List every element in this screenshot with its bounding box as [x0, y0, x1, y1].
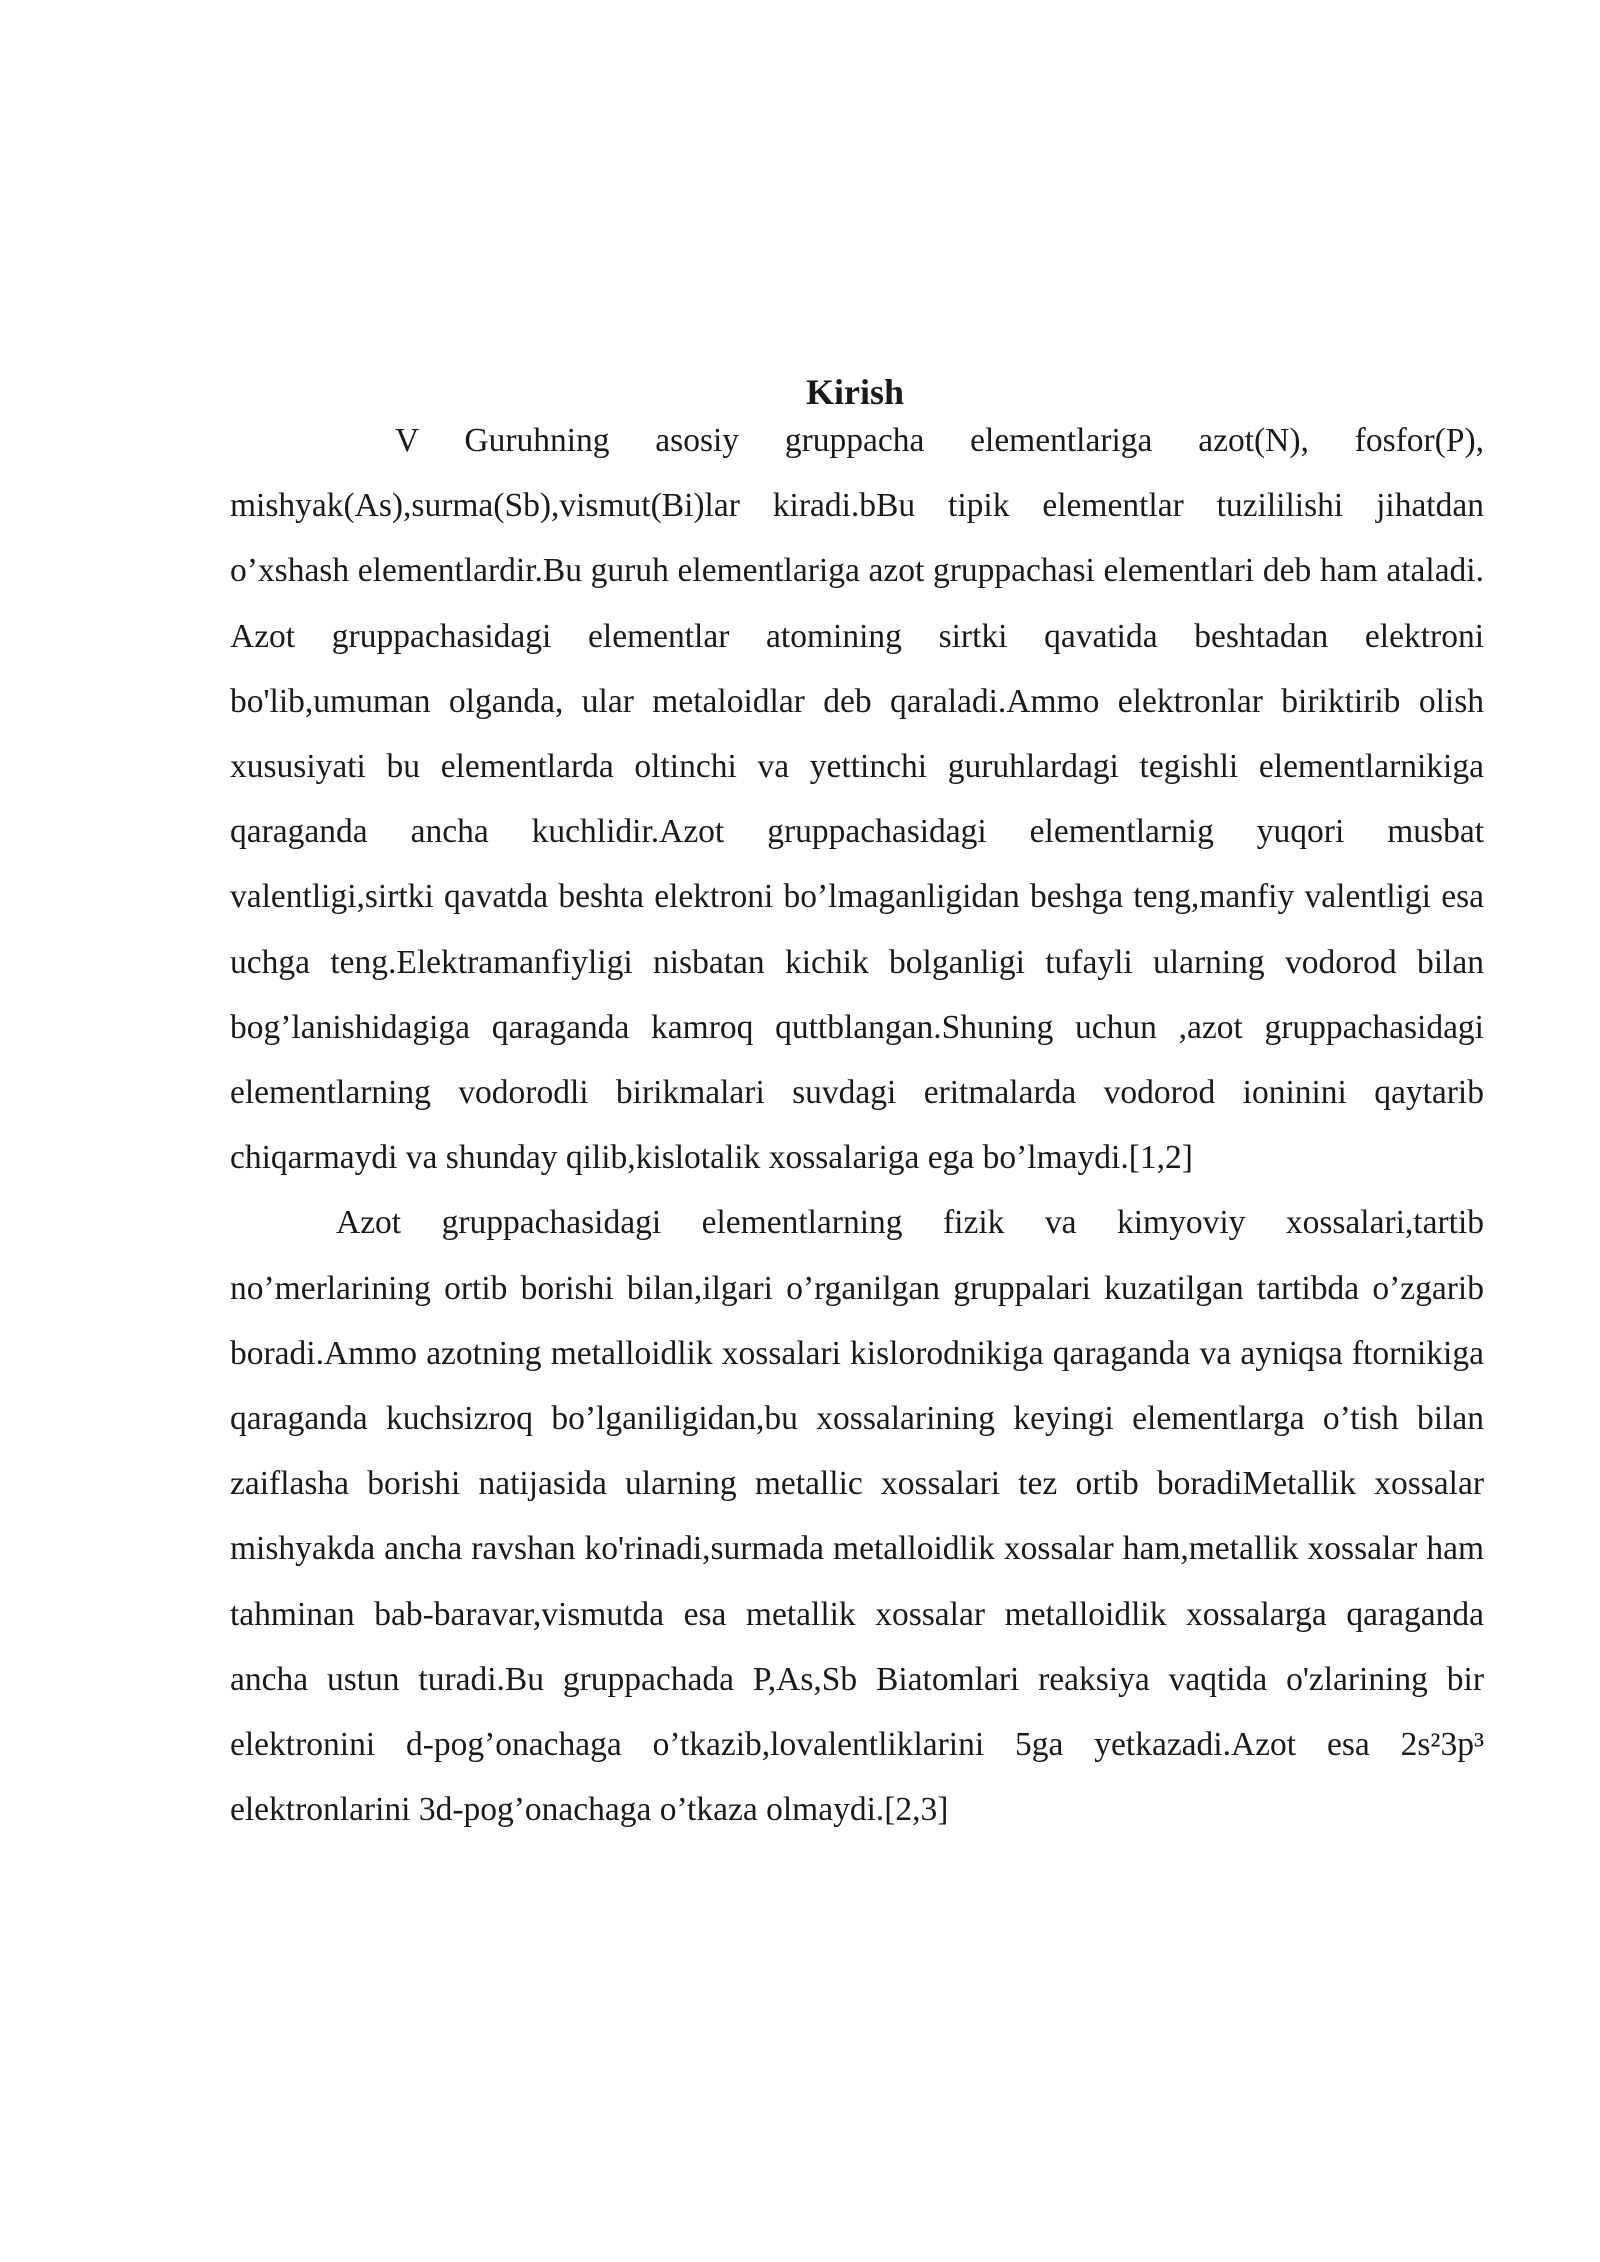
document-body: [230, 408, 1484, 1842]
paragraph-1: V Guruhning asosiy gruppacha elementlariga azot(N), fosfor(P), mishyak(As),surma(Sb),vismut(Bi)lar kiradi.bBu tipik elementlar tuzililishi jihatdan o’xshash elementlardir.Bu guruh elementlariga azot gruppachasi elementlari deb ham ataladi. Azot gruppachasidagi elementlar atomining sirtki qavatida beshtadan elektroni bo'lib,umuman olganda, ular metaloidlar deb qaraladi.Ammo elektronlar biriktirib olish xususiyati bu elementlarda oltinchi va yettinchi guruhlardagi tegishli elementlarnikiga qaraganda ancha kuchlidir.Azot gruppachasidagi elementlarnig yuqori musbat valentligi,sirtki qavatda beshta elektroni bo’lmaganligidan beshga teng,manfiy valentligi esa uchga teng.Elektramanfiyligi nisbatan kichik bolganligi tufayli ularning vodorod bilan bog’lanishidagiga qaraganda kamroq quttblangan.Shuning uchun ,azot gruppachasidagi elementlarning vodorodli birikmalari suvdagi eritmalarda vodorod ioninini qaytarib chiqarmaydi va shunday qilib,kislotalik xossalariga ega bo’lmaydi.[1,2]: [230, 422, 1484, 1177]
document-title: Kirish: [805, 372, 904, 412]
paragraph-2: Azot gruppachasidagi elementlarning fizik va kimyoviy xossalari,tartib no’merlarining ortib borishi bilan,ilgari o’rganilgan gruppalari kuzatilgan tartibda o’zgarib boradi.Ammo azotning metalloidlik xossalari kislorodnikiga qaraganda va ayniqsa ftornikiga qaraganda kuchsizroq bo’lganiligidan,bu xossalarining keyingi elementlarga o’tish bilan zaiflasha borishi natijasida ularning metallic xossalari tez ortib boradiMetallik xossalar mishyakda ancha ravshan ko'rinadi,surmada metalloidlik xossalar ham,metallik xossalar ham tahminan bab-baravar,vismutda esa metallik xossalar metalloidlik xossalarga qaraganda ancha ustun turadi.Bu gruppachada P,As,Sb Biatomlari reaksiya vaqtida o'zlarining bir elektronini d-pog’onachaga o’tkazib,lovalentliklarini 5ga yetkazadi.Azot esa 2s²3p³ elektronlarini 3d-pog’onachaga o’tkaza olmaydi.[2,3]: [230, 1204, 1484, 1829]
